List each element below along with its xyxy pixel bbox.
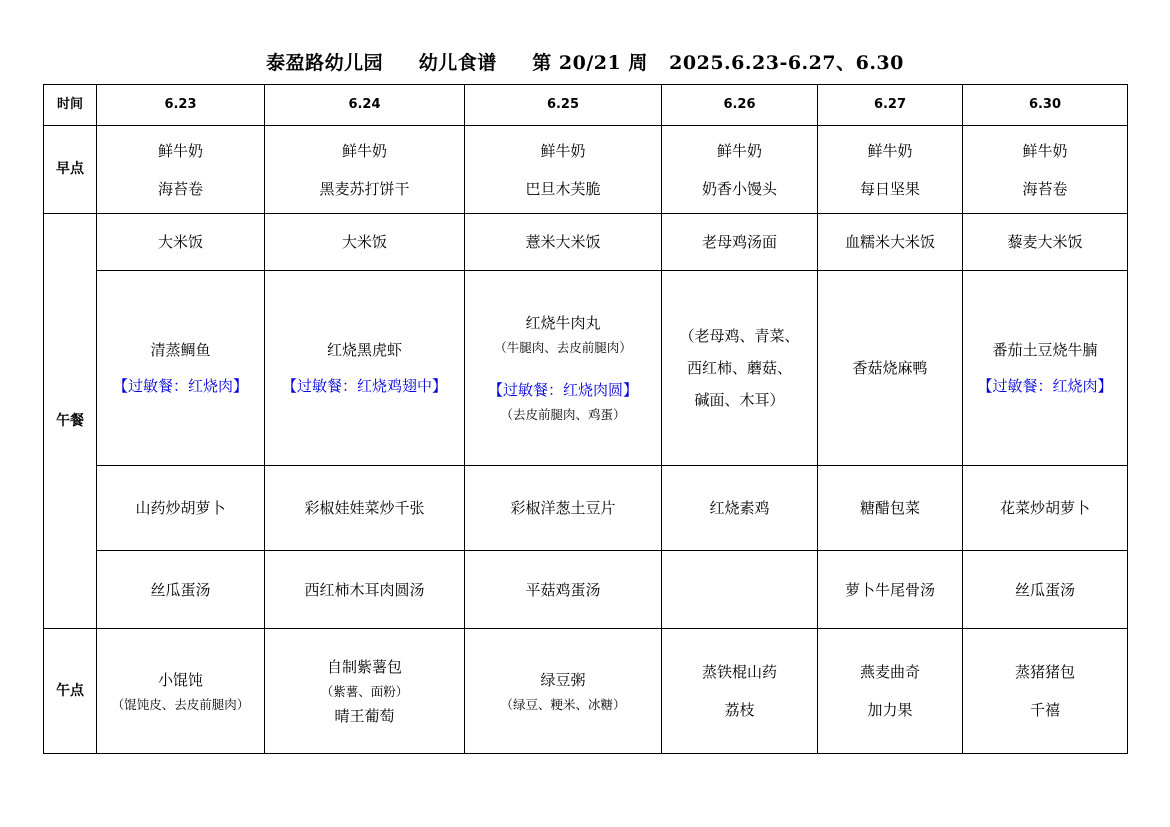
breakfast-drink: 鲜牛奶 (1022, 141, 1068, 160)
date-header: 6.30 (963, 85, 1128, 126)
snack-ingredients: （紫薯、面粉） (320, 683, 409, 699)
snack-name: 燕麦曲奇 (859, 663, 920, 681)
staple-cell: 老母鸡汤面 (662, 214, 818, 271)
staple-cell: 大米饭 (97, 214, 265, 271)
staple-cell: 血糯米大米饭 (818, 214, 963, 271)
main-dish-cell (97, 271, 265, 466)
veg-cell: 糖醋包菜 (818, 466, 963, 551)
snack-fruit: 千禧 (1029, 701, 1060, 719)
breakfast-food: 奶香小馒头 (701, 179, 777, 198)
breakfast-cell (265, 126, 465, 214)
lunch-soup-row (44, 551, 1128, 629)
soup-cell: 丝瓜蛋汤 (963, 551, 1128, 629)
snack-ingredients: （绿豆、粳米、冰糖） (500, 696, 626, 712)
main-dish: 番茄土豆烧牛腩 (992, 341, 1098, 359)
main-dish-line: 碱面、木耳） (694, 391, 785, 409)
lunch-label: 午餐 (44, 214, 97, 629)
staple-cell: 大米饭 (265, 214, 465, 271)
main-dish: 清蒸鲷鱼 (150, 341, 211, 359)
date-header: 6.24 (265, 85, 465, 126)
date-header: 6.27 (818, 85, 963, 126)
veg-cell: 彩椒娃娃菜炒千张 (265, 466, 465, 551)
breakfast-food: 海苔卷 (1022, 179, 1068, 198)
breakfast-drink: 鲜牛奶 (540, 141, 586, 160)
snack-name: 自制紫薯包 (326, 657, 402, 676)
breakfast-drink: 鲜牛奶 (157, 141, 203, 160)
snack-name: 蒸铁棍山药 (701, 663, 777, 681)
veg-cell: 红烧素鸡 (662, 466, 818, 551)
snack-name: 小馄饨 (157, 670, 203, 689)
header-row (44, 85, 1128, 126)
breakfast-drink: 鲜牛奶 (716, 141, 762, 160)
soup-cell: 萝卜牛尾骨汤 (818, 551, 963, 629)
main-dish-cell (818, 271, 963, 466)
lunch-main-row (44, 271, 1128, 466)
snack-name: 蒸猪猪包 (1014, 663, 1075, 681)
snack-fruit: 荔枝 (724, 701, 755, 719)
snack-fruit: 晴王葡萄 (334, 706, 395, 725)
lunch-staple-row (44, 214, 1128, 271)
staple-cell: 薏米大米饭 (465, 214, 662, 271)
breakfast-drink: 鲜牛奶 (867, 141, 913, 160)
main-dish-ingredients: （牛腿肉、去皮前腿肉） (494, 340, 632, 355)
snack-row (44, 629, 1128, 754)
breakfast-food: 每日坚果 (859, 179, 920, 198)
main-dish: 红烧牛肉丸 (525, 314, 601, 332)
snack-cell (662, 629, 818, 754)
main-dish: 香菇烧麻鸭 (852, 359, 928, 377)
allergy-meal: 【过敏餐：红烧肉】 (977, 377, 1113, 395)
soup-cell: 丝瓜蛋汤 (97, 551, 265, 629)
snack-cell (97, 629, 265, 754)
staple-cell: 藜麦大米饭 (963, 214, 1128, 271)
main-dish-cell (963, 271, 1128, 466)
snack-label: 午点 (44, 629, 97, 754)
breakfast-label: 早点 (44, 126, 97, 214)
date-header: 6.26 (662, 85, 818, 126)
main-dish-cell (662, 271, 818, 466)
breakfast-cell (662, 126, 818, 214)
page-title: 泰盈路幼儿园 幼儿食谱 第 20/21 周 2025.6.23-6.27、6.30 (266, 52, 904, 74)
veg-cell: 花菜炒胡萝卜 (963, 466, 1128, 551)
snack-cell (265, 629, 465, 754)
veg-cell: 山药炒胡萝卜 (97, 466, 265, 551)
breakfast-drink: 鲜牛奶 (341, 141, 387, 160)
allergy-meal: 【过敏餐：红烧肉】 (112, 377, 248, 395)
breakfast-cell (963, 126, 1128, 214)
main-dish: 红烧黑虎虾 (326, 341, 402, 359)
soup-cell (662, 551, 818, 629)
snack-ingredients: （馄饨皮、去皮前腿肉） (111, 696, 250, 712)
date-header: 6.23 (97, 85, 265, 126)
menu-table (43, 84, 1128, 754)
breakfast-food: 黑麦苏打饼干 (319, 179, 410, 198)
date-header: 6.25 (465, 85, 662, 126)
main-dish-cell (265, 271, 465, 466)
allergy-ingredients: （去皮前腿肉、鸡蛋） (500, 407, 626, 422)
lunch-veg-row (44, 466, 1128, 551)
soup-cell: 平菇鸡蛋汤 (465, 551, 662, 629)
breakfast-food: 海苔卷 (157, 179, 203, 198)
main-dish-line: 西红柿、蘑菇、 (686, 359, 792, 377)
snack-fruit: 加力果 (867, 701, 913, 719)
soup-cell: 西红柿木耳肉圆汤 (265, 551, 465, 629)
breakfast-food: 巴旦木芙脆 (525, 179, 601, 198)
breakfast-row (44, 126, 1128, 214)
breakfast-cell (97, 126, 265, 214)
snack-cell (465, 629, 662, 754)
main-dish-line: （老母鸡、青菜、 (679, 327, 800, 345)
allergy-meal: 【过敏餐：红烧肉圆】 (487, 381, 638, 399)
allergy-meal: 【过敏餐：红烧鸡翅中】 (281, 377, 447, 395)
breakfast-cell (818, 126, 963, 214)
time-header: 时间 (44, 85, 97, 126)
snack-cell (963, 629, 1128, 754)
snack-name: 绿豆粥 (540, 670, 586, 689)
breakfast-cell (465, 126, 662, 214)
veg-cell: 彩椒洋葱土豆片 (465, 466, 662, 551)
main-dish-cell (465, 271, 662, 466)
snack-cell (818, 629, 963, 754)
